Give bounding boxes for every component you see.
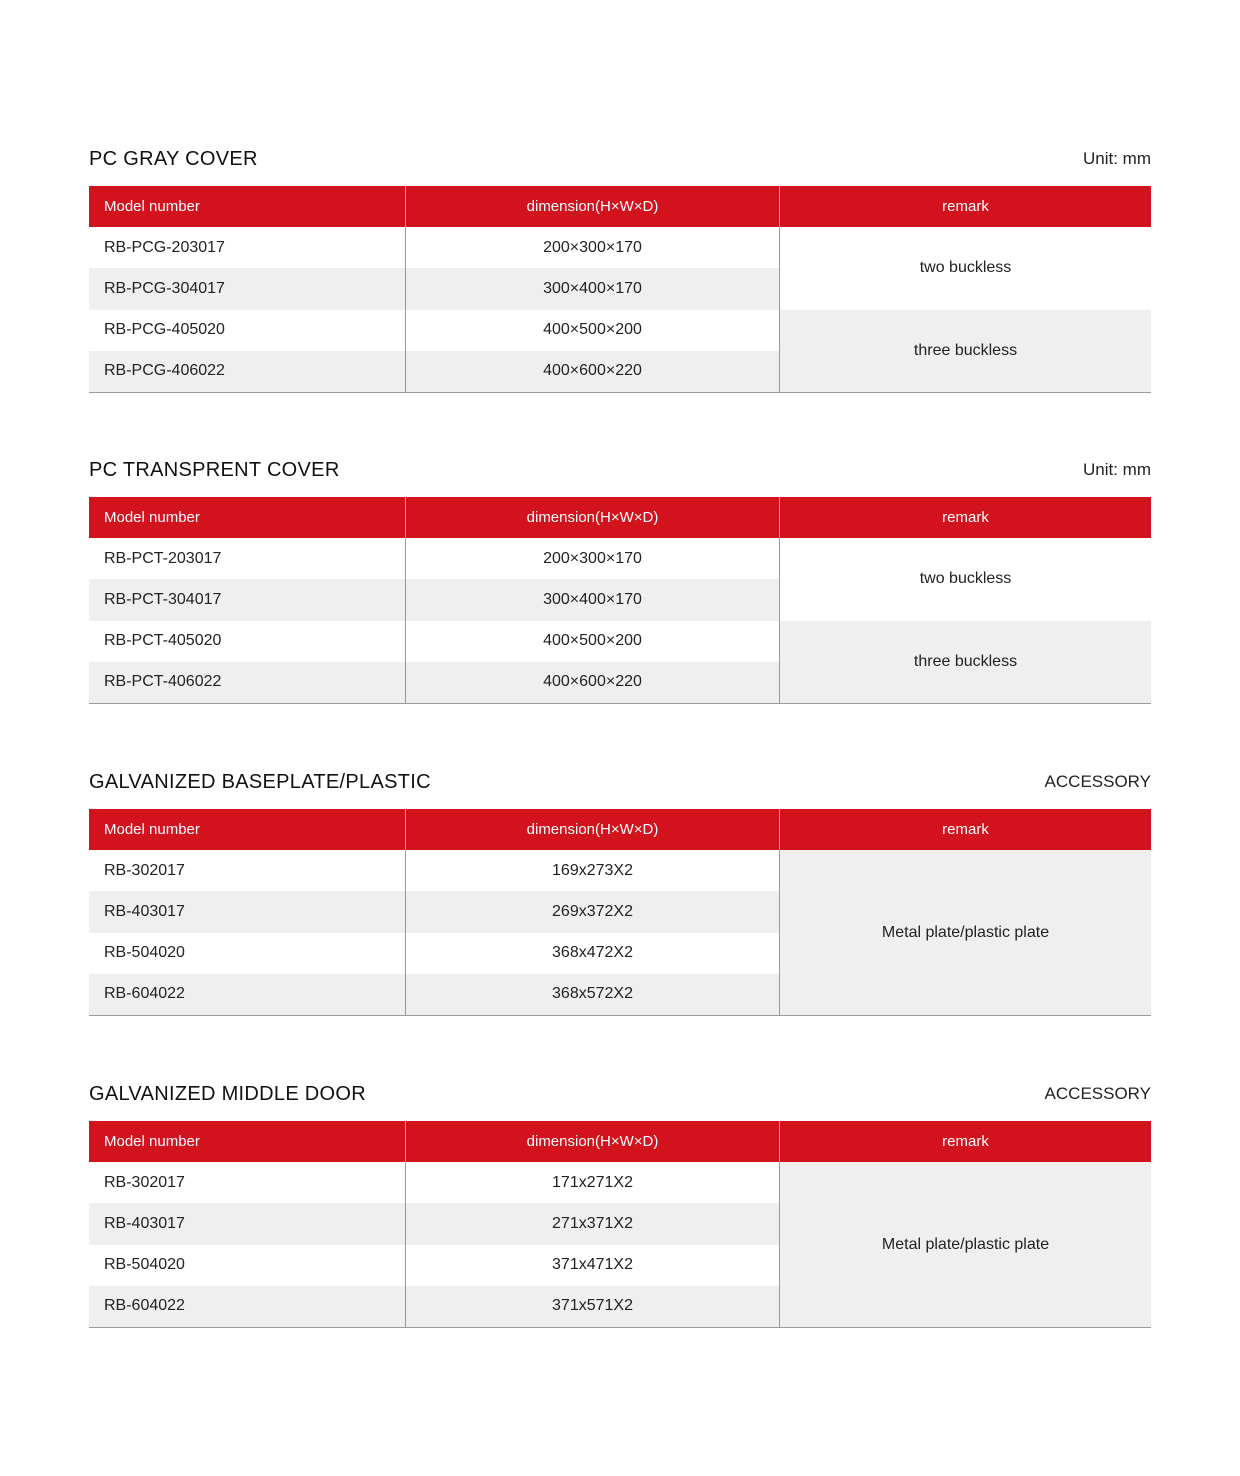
table-header: [89, 809, 1151, 850]
dimension-cell: 371x571X2: [405, 1286, 779, 1327]
spec-table: [89, 186, 1151, 393]
model-cell: RB-604022: [104, 1297, 185, 1315]
model-cell: RB-PCT-203017: [104, 549, 222, 567]
table-row: [89, 1203, 779, 1244]
table-row: [89, 227, 779, 268]
model-cell: RB-504020: [104, 944, 185, 962]
section-header: [89, 142, 1151, 186]
model-cell: RB-504020: [104, 1256, 185, 1274]
section-title: GALVANIZED MIDDLE DOOR: [89, 1083, 367, 1105]
dimension-cell: 169x273X2: [405, 850, 779, 891]
spec-table: [89, 809, 1151, 1016]
table-header: [89, 186, 1151, 227]
table-row: [89, 621, 779, 662]
remark-cell: Metal plate/plastic plate: [780, 1162, 1151, 1327]
header-model-number: Model number: [104, 198, 200, 215]
dimension-cell: 368x472X2: [405, 933, 779, 974]
dimension-cell: 400×600×220: [405, 662, 779, 703]
table-row: [89, 310, 779, 351]
accessory-note: ACCESSORY: [1044, 1084, 1151, 1103]
model-cell: RB-403017: [104, 1214, 185, 1232]
dimension-cell: 400×500×200: [405, 310, 779, 351]
dimension-cell: 200×300×170: [405, 227, 779, 268]
remark-cell: three buckless: [780, 621, 1151, 704]
table-body: [89, 227, 1151, 393]
table-row: [89, 933, 779, 974]
header-dimension: dimension(H×W×D): [405, 497, 779, 538]
remark-cell: two buckless: [780, 227, 1151, 310]
unit-note: Unit: mm: [1083, 460, 1151, 479]
header-dimension: dimension(H×W×D): [405, 809, 779, 850]
header-remark: remark: [779, 186, 1151, 227]
header-dimension: dimension(H×W×D): [405, 1121, 779, 1162]
section-title: PC GRAY COVER: [89, 148, 258, 170]
table-body: [89, 538, 1151, 704]
section-pc-gray-cover: [89, 142, 1151, 393]
section-pc-transprent-cover: [89, 453, 1151, 704]
dimension-cell: 400×600×220: [405, 351, 779, 392]
table-row: [89, 351, 779, 392]
table-row: [89, 579, 779, 620]
dimension-cell: 368x572X2: [405, 974, 779, 1015]
dimension-cell: 171x271X2: [405, 1162, 779, 1203]
header-remark: remark: [779, 497, 1151, 538]
dimension-cell: 269x372X2: [405, 891, 779, 932]
dimension-cell: 300×400×170: [405, 268, 779, 309]
model-cell: RB-PCG-405020: [104, 321, 225, 339]
section-header: [89, 765, 1151, 809]
table-header: [89, 1121, 1151, 1162]
model-cell: RB-PCT-304017: [104, 590, 222, 608]
dimension-cell: 200×300×170: [405, 538, 779, 579]
model-cell: RB-PCG-406022: [104, 362, 225, 380]
table-row: [89, 662, 779, 703]
section-header: [89, 453, 1151, 497]
remark-cell: three buckless: [780, 310, 1151, 393]
table-row: [89, 850, 779, 891]
remark-cell: two buckless: [780, 538, 1151, 621]
header-model-number: Model number: [104, 1133, 200, 1150]
dimension-cell: 400×500×200: [405, 621, 779, 662]
table-body: [89, 850, 1151, 1016]
dimension-cell: 300×400×170: [405, 579, 779, 620]
spec-table: [89, 1121, 1151, 1328]
section-header: [89, 1077, 1151, 1121]
table-row: [89, 974, 779, 1015]
header-remark: remark: [779, 1121, 1151, 1162]
header-model-number: Model number: [104, 509, 200, 526]
table-row: [89, 1286, 779, 1327]
remark-cell: Metal plate/plastic plate: [780, 850, 1151, 1015]
table-row: [89, 268, 779, 309]
header-model-number: Model number: [104, 821, 200, 838]
model-cell: RB-302017: [104, 861, 185, 879]
table-row: [89, 891, 779, 932]
accessory-note: ACCESSORY: [1044, 772, 1151, 791]
section-galvanized-middle-door: [89, 1077, 1151, 1328]
unit-note: Unit: mm: [1083, 149, 1151, 168]
section-galvanized-baseplate: [89, 765, 1151, 1016]
table-row: [89, 1245, 779, 1286]
section-title: GALVANIZED BASEPLATE/PLASTIC: [89, 771, 431, 793]
model-cell: RB-PCT-405020: [104, 632, 222, 650]
model-cell: RB-302017: [104, 1173, 185, 1191]
header-remark: remark: [779, 809, 1151, 850]
header-dimension: dimension(H×W×D): [405, 186, 779, 227]
table-header: [89, 497, 1151, 538]
model-cell: RB-PCG-304017: [104, 279, 225, 297]
model-cell: RB-PCG-203017: [104, 238, 225, 256]
dimension-cell: 271x371X2: [405, 1203, 779, 1244]
table-row: [89, 1162, 779, 1203]
section-title: PC TRANSPRENT COVER: [89, 459, 340, 481]
model-cell: RB-PCT-406022: [104, 673, 222, 691]
table-body: [89, 1162, 1151, 1328]
spec-table: [89, 497, 1151, 704]
model-cell: RB-403017: [104, 902, 185, 920]
dimension-cell: 371x471X2: [405, 1245, 779, 1286]
table-row: [89, 538, 779, 579]
model-cell: RB-604022: [104, 985, 185, 1003]
